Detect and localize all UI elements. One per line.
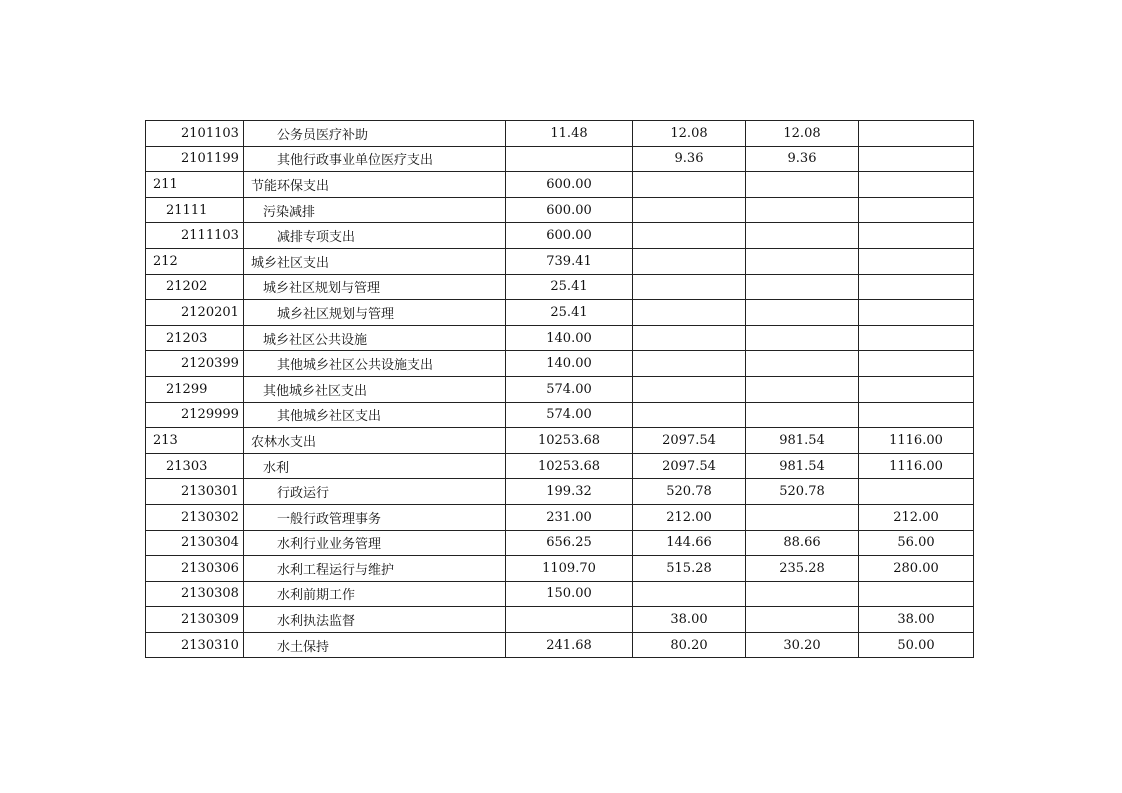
amount-col3-cell: 520.78	[746, 479, 859, 505]
amount-col3-cell	[746, 325, 859, 351]
table-row	[146, 376, 974, 402]
account-name-cell: 公务员医疗补助	[244, 121, 506, 147]
amount-col2-cell	[633, 581, 746, 607]
budget-table	[145, 120, 974, 658]
account-code-cell: 211	[146, 172, 244, 198]
amount-col4-cell	[859, 376, 974, 402]
amount-col3-cell	[746, 351, 859, 377]
amount-col3-cell	[746, 504, 859, 530]
account-code-cell: 2130310	[146, 632, 244, 658]
amount-col4-cell	[859, 274, 974, 300]
amount-col3-cell	[746, 300, 859, 326]
account-name-cell: 城乡社区公共设施	[244, 325, 506, 351]
account-code-cell: 2129999	[146, 402, 244, 428]
amount-col3-cell	[746, 274, 859, 300]
table-row	[146, 479, 974, 505]
account-code-cell: 2101103	[146, 121, 244, 147]
account-code-cell: 21299	[146, 376, 244, 402]
account-name-cell: 水利工程运行与维护	[244, 556, 506, 582]
table-row	[146, 325, 974, 351]
amount-col4-cell: 1116.00	[859, 428, 974, 454]
amount-col2-cell: 515.28	[633, 556, 746, 582]
account-code-cell: 2120201	[146, 300, 244, 326]
table-row	[146, 530, 974, 556]
amount-col3-cell: 981.54	[746, 453, 859, 479]
amount-col3-cell: 12.08	[746, 121, 859, 147]
account-code-cell: 2130302	[146, 504, 244, 530]
account-name-cell: 水利	[244, 453, 506, 479]
amount-col2-cell: 2097.54	[633, 453, 746, 479]
amount-col2-cell	[633, 197, 746, 223]
account-name-cell: 水土保持	[244, 632, 506, 658]
amount-col4-cell	[859, 479, 974, 505]
account-name-cell: 城乡社区规划与管理	[244, 300, 506, 326]
amount-col1-cell: 600.00	[506, 172, 633, 198]
amount-col4-cell	[859, 300, 974, 326]
amount-col3-cell: 30.20	[746, 632, 859, 658]
table-row	[146, 607, 974, 633]
amount-col2-cell	[633, 351, 746, 377]
amount-col1-cell: 11.48	[506, 121, 633, 147]
amount-col4-cell	[859, 325, 974, 351]
table-row	[146, 300, 974, 326]
table-row	[146, 197, 974, 223]
amount-col3-cell	[746, 376, 859, 402]
amount-col2-cell	[633, 376, 746, 402]
account-code-cell: 21111	[146, 197, 244, 223]
amount-col1-cell: 600.00	[506, 223, 633, 249]
account-code-cell: 21202	[146, 274, 244, 300]
amount-col2-cell: 144.66	[633, 530, 746, 556]
amount-col1-cell: 739.41	[506, 248, 633, 274]
amount-col1-cell: 656.25	[506, 530, 633, 556]
table-row	[146, 274, 974, 300]
amount-col1-cell: 140.00	[506, 325, 633, 351]
amount-col4-cell: 50.00	[859, 632, 974, 658]
table-row	[146, 556, 974, 582]
amount-col1-cell: 574.00	[506, 402, 633, 428]
amount-col4-cell	[859, 146, 974, 172]
amount-col4-cell: 280.00	[859, 556, 974, 582]
table-row	[146, 351, 974, 377]
amount-col1-cell: 231.00	[506, 504, 633, 530]
amount-col3-cell	[746, 172, 859, 198]
table-row	[146, 223, 974, 249]
amount-col2-cell	[633, 325, 746, 351]
amount-col1-cell: 25.41	[506, 274, 633, 300]
amount-col4-cell: 38.00	[859, 607, 974, 633]
table-row	[146, 428, 974, 454]
account-code-cell: 21203	[146, 325, 244, 351]
account-name-cell: 节能环保支出	[244, 172, 506, 198]
account-name-cell: 水利前期工作	[244, 581, 506, 607]
amount-col2-cell: 80.20	[633, 632, 746, 658]
account-name-cell: 其他城乡社区支出	[244, 402, 506, 428]
account-name-cell: 污染减排	[244, 197, 506, 223]
amount-col3-cell: 981.54	[746, 428, 859, 454]
amount-col4-cell	[859, 248, 974, 274]
amount-col1-cell	[506, 146, 633, 172]
table-row	[146, 402, 974, 428]
amount-col2-cell	[633, 223, 746, 249]
account-code-cell: 21303	[146, 453, 244, 479]
table-row	[146, 146, 974, 172]
account-name-cell: 一般行政管理事务	[244, 504, 506, 530]
amount-col2-cell: 38.00	[633, 607, 746, 633]
amount-col3-cell: 235.28	[746, 556, 859, 582]
account-name-cell: 减排专项支出	[244, 223, 506, 249]
amount-col4-cell: 1116.00	[859, 453, 974, 479]
table-row	[146, 121, 974, 147]
amount-col2-cell	[633, 300, 746, 326]
amount-col3-cell	[746, 223, 859, 249]
amount-col4-cell: 56.00	[859, 530, 974, 556]
amount-col1-cell: 10253.68	[506, 428, 633, 454]
account-name-cell: 行政运行	[244, 479, 506, 505]
amount-col3-cell: 88.66	[746, 530, 859, 556]
amount-col4-cell	[859, 402, 974, 428]
amount-col1-cell: 150.00	[506, 581, 633, 607]
account-name-cell: 城乡社区支出	[244, 248, 506, 274]
account-code-cell: 2130308	[146, 581, 244, 607]
amount-col1-cell: 600.00	[506, 197, 633, 223]
amount-col1-cell: 25.41	[506, 300, 633, 326]
account-name-cell: 水利执法监督	[244, 607, 506, 633]
amount-col2-cell	[633, 402, 746, 428]
amount-col4-cell	[859, 223, 974, 249]
table-row	[146, 248, 974, 274]
account-code-cell: 2101199	[146, 146, 244, 172]
amount-col2-cell: 2097.54	[633, 428, 746, 454]
account-code-cell: 212	[146, 248, 244, 274]
amount-col4-cell	[859, 351, 974, 377]
table-row	[146, 504, 974, 530]
table-row	[146, 581, 974, 607]
amount-col3-cell	[746, 607, 859, 633]
amount-col1-cell: 10253.68	[506, 453, 633, 479]
amount-col2-cell	[633, 172, 746, 198]
amount-col4-cell	[859, 121, 974, 147]
table-body	[146, 121, 974, 658]
account-name-cell: 水利行业业务管理	[244, 530, 506, 556]
amount-col2-cell	[633, 274, 746, 300]
amount-col2-cell: 212.00	[633, 504, 746, 530]
account-code-cell: 2130301	[146, 479, 244, 505]
amount-col3-cell	[746, 248, 859, 274]
amount-col1-cell: 241.68	[506, 632, 633, 658]
amount-col2-cell	[633, 248, 746, 274]
amount-col4-cell	[859, 172, 974, 198]
account-code-cell: 2130309	[146, 607, 244, 633]
amount-col4-cell	[859, 581, 974, 607]
account-code-cell: 2111103	[146, 223, 244, 249]
account-name-cell: 农林水支出	[244, 428, 506, 454]
table-row	[146, 632, 974, 658]
amount-col4-cell	[859, 197, 974, 223]
amount-col3-cell	[746, 402, 859, 428]
account-code-cell: 2130304	[146, 530, 244, 556]
amount-col2-cell: 12.08	[633, 121, 746, 147]
amount-col2-cell: 520.78	[633, 479, 746, 505]
account-name-cell: 其他城乡社区公共设施支出	[244, 351, 506, 377]
account-code-cell: 2120399	[146, 351, 244, 377]
table-row	[146, 453, 974, 479]
account-name-cell: 城乡社区规划与管理	[244, 274, 506, 300]
amount-col1-cell: 1109.70	[506, 556, 633, 582]
account-name-cell: 其他行政事业单位医疗支出	[244, 146, 506, 172]
account-code-cell: 2130306	[146, 556, 244, 582]
table-row	[146, 172, 974, 198]
amount-col1-cell: 140.00	[506, 351, 633, 377]
account-name-cell: 其他城乡社区支出	[244, 376, 506, 402]
amount-col3-cell: 9.36	[746, 146, 859, 172]
amount-col2-cell: 9.36	[633, 146, 746, 172]
account-code-cell: 213	[146, 428, 244, 454]
amount-col1-cell	[506, 607, 633, 633]
amount-col3-cell	[746, 581, 859, 607]
amount-col1-cell: 574.00	[506, 376, 633, 402]
amount-col3-cell	[746, 197, 859, 223]
amount-col4-cell: 212.00	[859, 504, 974, 530]
amount-col1-cell: 199.32	[506, 479, 633, 505]
